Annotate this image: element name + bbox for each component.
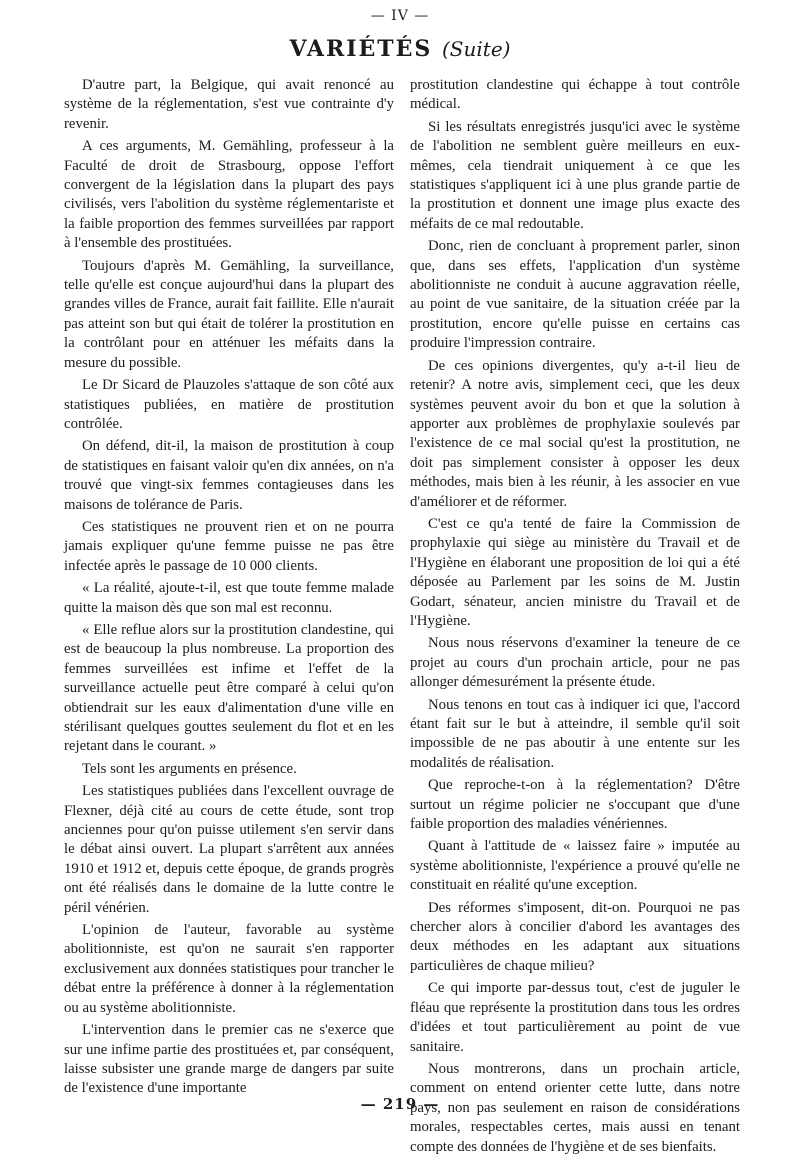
paragraph: Les statistiques publiées dans l'excellent ouvrage de Flexner, déjà cité au cours de cette étude, sont trop anciennes pour qu'on puisse utilement s'en servir dans le débat ainsi ouvert. La plupart s'arrêtent aux années 1910 et 1912 et, depuis cette époque, de grands progrès ont été réalisés dans le domaine de la lutte contre le péril vénérien. [64,783,394,916]
paragraph: Toujours d'après M. Gemähling, la surveillance, telle qu'elle est conçue aujourd'hui dans la plupart des grandes villes de France, aurait fait faillite. Elle n'aurait pas atteint son but qui était de tolérer la prostitution en la contrôlant pour en atténuer les méfaits dans la mesure du possible. [64,257,394,371]
paragraph: Que reproche-t-on à la réglementation? D'être surtout un régime policier ne s'occupant que d'une faible proportion des maladies vénériennes. [410,777,740,833]
paragraph: Des réformes s'imposent, dit-on. Pourquoi ne pas chercher alors à concilier d'abord les avantages des deux méthodes en les adaptant aux situations particulières de chaque milieu? [410,899,740,974]
paragraph: On défend, dit-il, la maison de prostitution à coup de statistiques en faisant valoir qu'en dix années, on n'a trouvé que vingt-six femmes contagieuses dans les maisons de tolérance de Paris. [64,438,394,513]
paragraph: Ce qui importe par-dessus tout, c'est de juguler le fléau que représente la prostitution dans tous les ordres d'idées et tout particulièrement au point de vue sanitaire. [410,980,740,1055]
paragraph: Ces statistiques ne prouvent rien et on ne pourra jamais expliquer qu'une femme puisse ne pas être infectée après le passage de 10 000 clients. [64,518,394,574]
paragraph: Le Dr Sicard de Plauzoles s'attaque de son côté aux statistiques publiées, en matière de prostitution contrôlée. [64,377,394,432]
section-subtitle: (Suite) [442,37,511,61]
page-number: — 219 — [360,1095,440,1113]
section-heading [0,36,800,62]
paragraph: L'intervention dans le premier cas ne s'exerce que sur une infime partie des prostituées et, par conséquent, laisse subsister une grande marge de dangers par suite de l'existence d'une importante [64,1022,394,1097]
paragraph: Nous montrerons, dans un prochain article, comment on entend orienter cette lutte, dans notre pays, non pas seulement en raison de considérations morales, respectables certes, mais aussi en tenant compte des données de l'hygiène et de ses bienfaits. [410,1060,740,1155]
paragraph: « La réalité, ajoute-t-il, est que toute femme malade quitte la maison dès que son mal est reconnu. [64,580,394,616]
paragraph: D'autre part, la Belgique, qui avait renoncé au système de la réglementation, s'est vue contrainte d'y revenir. [64,77,394,132]
paragraph: De ces opinions divergentes, qu'y a-t-il lieu de retenir? A notre avis, simplement ceci, que les deux systèmes peuvent avoir du bon et que la solution à apporter aux problèmes de prophylaxie soulevés par l'existence de ce mal social qu'est la prostitution, ne doit pas simplement consister à opposer les deux méthodes, mais bien à les réunir, à les associer en vue d'améliorer et de réformer. [410,357,740,510]
folio: — IV — [370,8,430,24]
paragraph: Tels sont les arguments en présence. [82,760,297,777]
left-column [64,76,394,1102]
right-column [410,76,740,1160]
paragraph: « Elle reflue alors sur la prostitution clandestine, qui est de beaucoup la plus nombreuse. La proportion des femmes surveillées est infime et l'effet de la surveillance actuelle peut être comparé à celui qu'on obtiendrait sur les eaux d'alimentation d'une ville en stérilisant quelques gouttes seulement du flot et en les rejetant dans le courant. » [64,621,394,755]
paragraph: A ces arguments, M. Gemähling, professeur à la Faculté de droit de Strasbourg, oppose l'effort convergent de la législation dans la plupart des pays civilisés, vers l'abolition du système réglementariste et la faible proportion des femmes surveillées par rapport à l'ensemble des prostituées. [64,138,394,252]
paragraph: Quant à l'attitude de « laissez faire » imputée au système abolitionniste, l'expérience a prouvé qu'elle ne constituait en réalité qu'une exception. [410,838,740,894]
section-title: VARIÉTÉS [289,36,433,62]
paragraph: Nous tenons en tout cas à indiquer ici que, l'accord étant fait sur le but à atteindre, il semble qu'il soit impossible de ne pas aboutir à une entente sur les modalités de réalisation. [410,696,740,771]
paragraph-continued: prostitution clandestine qui échappe à tout contrôle médical. [410,77,740,113]
paragraph: Nous nous réservons d'examiner la teneure de ce projet au cours d'un prochain article, pour ne pas allonger démesurément la présente étude. [410,635,740,691]
paragraph: L'opinion de l'auteur, favorable au système abolitionniste, est qu'on ne saurait s'en rapporter exclusivement aux données statistiques pour trancher le débat entre la préférence à donner à la réglementation ou au système abolitionniste. [64,922,394,1016]
paragraph: Si les résultats enregistrés jusqu'ici avec le système de l'abolition ne semblent guère meilleurs en eux-mêmes, cela tiendrait uniquement à ce que les statistiques s'appliquent ici à une plus grande partie de la prostitution et donnent une image plus exacte des méfaits de ce mal redoutable. [410,118,740,232]
paragraph: C'est ce qu'a tenté de faire la Commission de prophylaxie qui siège au ministère du Travail et de l'Hygiène en élaborant une proposition de loi qui a été déposée au Parlement par les soins de M. Justin Godart, sénateur, ancien ministre du Travail et de l'Hygiène. [410,515,740,629]
paragraph: Donc, rien de concluant à proprement parler, sinon que, dans ses effets, l'application d'un système abolitionniste ne conduit à aucune aggravation réelle, au point de vue sanitaire, de la situation créée par la prostitution, encore qu'elle puisse en certains cas produire l'impression contraire. [410,238,740,352]
